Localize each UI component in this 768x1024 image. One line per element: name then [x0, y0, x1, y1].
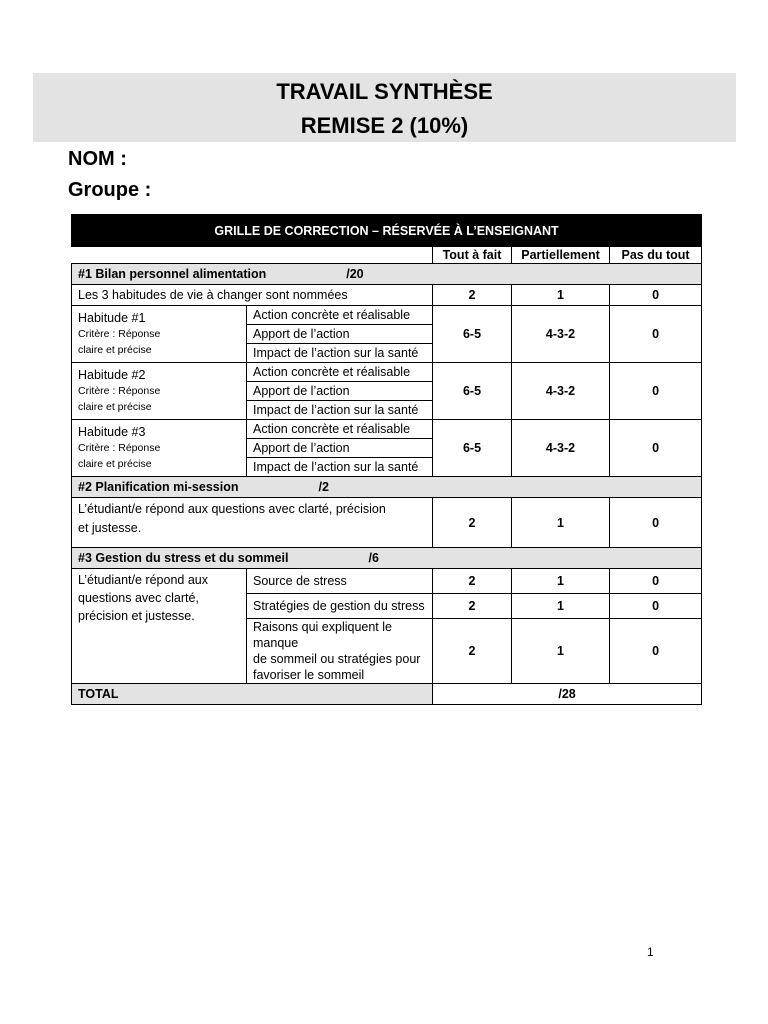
score-cell: 0: [610, 285, 702, 306]
section-header-3: [72, 548, 702, 569]
score-cell: 4-3-2: [512, 306, 610, 363]
habit-criterion: Critère : Réponse: [78, 328, 161, 340]
habit-criterion: claire et précise: [78, 344, 152, 356]
habit-criterion: Critère : Réponse: [78, 385, 161, 397]
score-cell: 4-3-2: [512, 363, 610, 420]
habit-1-cell: [72, 306, 247, 363]
groupe-field-label: Groupe :: [68, 179, 152, 201]
score-cell: 1: [512, 569, 610, 594]
stress-item: Source de stress: [247, 569, 433, 594]
criterion-item: Impact de l’action sur la santé: [247, 458, 433, 477]
grid-title: GRILLE DE CORRECTION – RÉSERVÉE À L’ENSEIGNANT: [72, 215, 702, 247]
criterion-item: Action concrète et réalisable: [247, 363, 433, 382]
score-cell: 2: [433, 569, 512, 594]
criterion-item: Apport de l’action: [247, 382, 433, 401]
score-cell: 6-5: [433, 420, 512, 477]
score-cell: 1: [512, 285, 610, 306]
score-cell: 0: [610, 619, 702, 684]
stress-item: [247, 619, 433, 684]
score-cell: 2: [433, 498, 512, 548]
total-label: TOTAL: [72, 684, 433, 705]
habit-name: Habitude #3: [78, 425, 146, 439]
habit-name: Habitude #1: [78, 311, 146, 325]
stress-item: Stratégies de gestion du stress: [247, 594, 433, 619]
col-header-pas-du-tout: Pas du tout: [610, 247, 702, 264]
section-title: #3 Gestion du stress et du sommeil: [78, 551, 289, 565]
score-cell: 6-5: [433, 363, 512, 420]
score-cell: 2: [433, 594, 512, 619]
correction-grid: [71, 214, 702, 705]
score-cell: 0: [610, 306, 702, 363]
section-header-1: [72, 264, 702, 285]
habit-criterion: claire et précise: [78, 401, 152, 413]
score-cell: 0: [610, 594, 702, 619]
score-cell: 0: [610, 420, 702, 477]
description-line: et justesse.: [78, 521, 142, 535]
habits-named-label: Les 3 habitudes de vie à changer sont nommées: [72, 285, 433, 306]
section-title: #2 Planification mi-session: [78, 480, 239, 494]
title-band: [33, 73, 736, 142]
habit-name: Habitude #2: [78, 368, 146, 382]
score-cell: 1: [512, 594, 610, 619]
section-score: /2: [318, 480, 329, 494]
criterion-item: Action concrète et réalisable: [247, 306, 433, 325]
criterion-item: Action concrète et réalisable: [247, 420, 433, 439]
criterion-item: Apport de l’action: [247, 439, 433, 458]
habit-criterion: claire et précise: [78, 458, 152, 470]
col-header-partiellement: Partiellement: [512, 247, 610, 264]
section-score: /20: [346, 267, 364, 281]
score-cell: 0: [610, 569, 702, 594]
section-header-2: [72, 477, 702, 498]
header-spacer: [72, 247, 433, 264]
description-line: questions avec clarté,: [78, 591, 199, 605]
score-cell: 1: [512, 619, 610, 684]
habit-3-cell: [72, 420, 247, 477]
score-cell: 0: [610, 498, 702, 548]
item-line: Raisons qui expliquent le manque: [253, 620, 392, 650]
score-cell: 2: [433, 619, 512, 684]
description-line: L’étudiant/e répond aux questions avec clarté, précision: [78, 502, 386, 516]
section3-description: [72, 569, 247, 684]
description-line: L’étudiant/e répond aux: [78, 573, 208, 587]
document-title: TRAVAIL SYNTHÈSE: [276, 79, 493, 104]
criterion-item: Impact de l’action sur la santé: [247, 344, 433, 363]
section2-description: [72, 498, 433, 548]
habit-2-cell: [72, 363, 247, 420]
criterion-item: Apport de l’action: [247, 325, 433, 344]
score-cell: 0: [610, 363, 702, 420]
description-line: précision et justesse.: [78, 609, 195, 623]
criterion-item: Impact de l’action sur la santé: [247, 401, 433, 420]
score-cell: 2: [433, 285, 512, 306]
page-number: 1: [647, 945, 654, 959]
habit-criterion: Critère : Réponse: [78, 442, 161, 454]
section-title: #1 Bilan personnel alimentation: [78, 267, 267, 281]
score-cell: 1: [512, 498, 610, 548]
nom-field-label: NOM :: [68, 148, 127, 170]
total-value: /28: [433, 684, 702, 705]
col-header-tout-a-fait: Tout à fait: [433, 247, 512, 264]
document-subtitle: REMISE 2 (10%): [300, 113, 469, 138]
section-score: /6: [368, 551, 379, 565]
item-line: de sommeil ou stratégies pour: [253, 652, 421, 666]
score-cell: 4-3-2: [512, 420, 610, 477]
item-line: favoriser le sommeil: [253, 668, 365, 682]
score-cell: 6-5: [433, 306, 512, 363]
